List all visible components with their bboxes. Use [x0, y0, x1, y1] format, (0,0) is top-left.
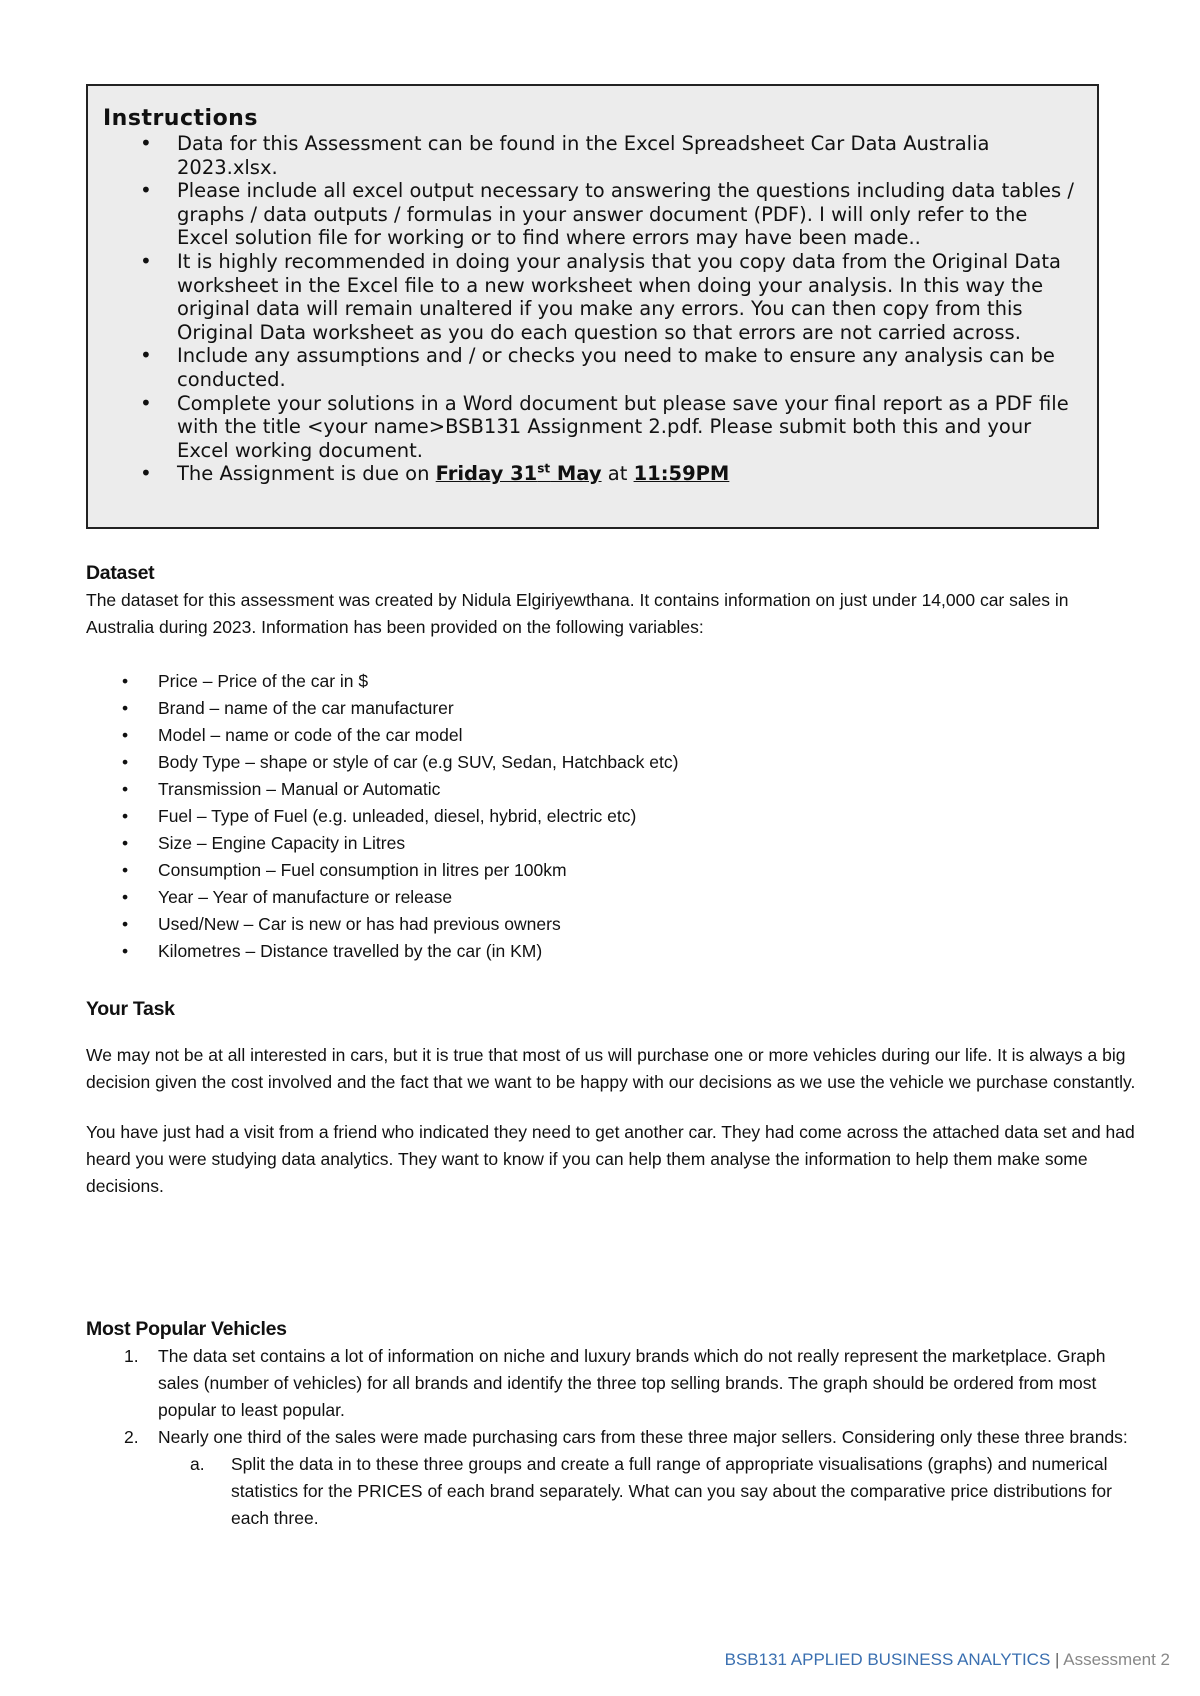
footer-assessment: Assessment 2	[1063, 1650, 1170, 1669]
instruction-item: • It is highly recommended in doing your analysis that you copy data from the Original Data worksheet in the Excel file to a new worksheet when doing your analysis. In this way the original data will remain unaltered if you make any errors. You can then copy from this Original Data worksheet as you do each question so that errors are not carried across.	[103, 250, 1079, 344]
dataset-section	[86, 560, 1140, 965]
question-2-sublist	[158, 1451, 1140, 1532]
variable-item: • Body Type – shape or style of car (e.g SUV, Sedan, Hatchback etc)	[86, 749, 1140, 776]
instructions-title: Instructions	[103, 106, 258, 131]
task-section	[86, 996, 1140, 1200]
instruction-item: • Complete your solutions in a Word document but please save your final report as a PDF file with the title <your name>BSB131 Assignment 2.pdf. Please submit both this and your Excel working document.	[103, 392, 1079, 463]
instruction-item-due	[103, 462, 1079, 486]
variable-item: • Kilometres – Distance travelled by the car (in KM)	[86, 938, 1140, 965]
dataset-intro: The dataset for this assessment was created by Nidula Elgiriyewthana. It contains information on just under 14,000 car sales in Australia during 2023. Information has been provided on the following variables:	[86, 590, 1069, 637]
due-time: 11:59PM	[633, 462, 730, 486]
footer-separator: |	[1050, 1650, 1064, 1669]
variable-item: • Year – Year of manufacture or release	[86, 884, 1140, 911]
page-footer	[725, 1650, 1170, 1670]
variable-item: • Used/New – Car is new or has had previous owners	[86, 911, 1140, 938]
due-date: Friday 31st May	[435, 461, 602, 486]
variable-item: • Price – Price of the car in $	[86, 668, 1140, 695]
question-2a: a. Split the data in to these three groups and create a full range of appropriate visualisations (graphs) and numerical statistics for the PRICES of each brand separately. What can you say about the comparative price distributions for each three.	[190, 1454, 1112, 1528]
question-list	[86, 1343, 1140, 1532]
question-2: 2. Nearly one third of the sales were made purchasing cars from these three major sellers. Considering only these three brands: a. Split the data in to these three groups and create a full range of appropriate visualisations (graphs) and numerical statistics for the PRICES of each brand separately. What can you say about the comparative price distributions for each three.	[86, 1424, 1140, 1532]
variable-item: • Brand – name of the car manufacturer	[86, 695, 1140, 722]
dataset-heading: Dataset	[86, 562, 155, 584]
variable-item: • Transmission – Manual or Automatic	[86, 776, 1140, 803]
instructions-box	[86, 84, 1099, 529]
variable-item: • Consumption – Fuel consumption in litres per 100km	[86, 857, 1140, 884]
footer-course: BSB131 APPLIED BUSINESS ANALYTICS	[724, 1650, 1051, 1669]
question-1: 1. The data set contains a lot of information on niche and luxury brands which do not really represent the marketplace. Graph sales (number of vehicles) for all brands and identify the three top selling brands. The graph should be ordered from most popular to least popular.	[124, 1346, 1106, 1420]
task-paragraph-1: We may not be at all interested in cars, but it is true that most of us will purchase one or more vehicles during our life. It is always a big decision given the cost involved and the fact that we want to be happy with our decisions as we use the vehicle we purchase constantly.	[86, 1045, 1136, 1092]
variable-item: • Fuel – Type of Fuel (e.g. unleaded, diesel, hybrid, electric etc)	[86, 803, 1140, 830]
task-paragraph-2: You have just had a visit from a friend who indicated they need to get another car. They had come across the attached data set and had heard you were studying data analytics. They want to know if you can help them analyse the information to help them make some decisions.	[86, 1122, 1135, 1196]
due-prefix: The Assignment is due on	[177, 462, 436, 486]
instructions-list	[103, 132, 1079, 486]
popular-section	[86, 1316, 1140, 1532]
variable-item: • Model – name or code of the car model	[86, 722, 1140, 749]
instruction-item: • Data for this Assessment can be found in the Excel Spreadsheet Car Data Australia 2023.xlsx.	[103, 132, 1079, 179]
due-at: at	[601, 462, 634, 486]
variable-item: • Size – Engine Capacity in Litres	[86, 830, 1140, 857]
instruction-item: • Please include all excel output necessary to answering the questions including data tables / graphs / data outputs / formulas in your answer document (PDF). I will only refer to the Excel solution file for working or to find where errors may have been made..	[103, 179, 1079, 250]
task-heading: Your Task	[86, 998, 175, 1020]
popular-heading: Most Popular Vehicles	[86, 1318, 287, 1340]
variables-list	[86, 668, 1140, 965]
instruction-item: • Include any assumptions and / or checks you need to make to ensure any analysis can be conducted.	[103, 344, 1079, 391]
